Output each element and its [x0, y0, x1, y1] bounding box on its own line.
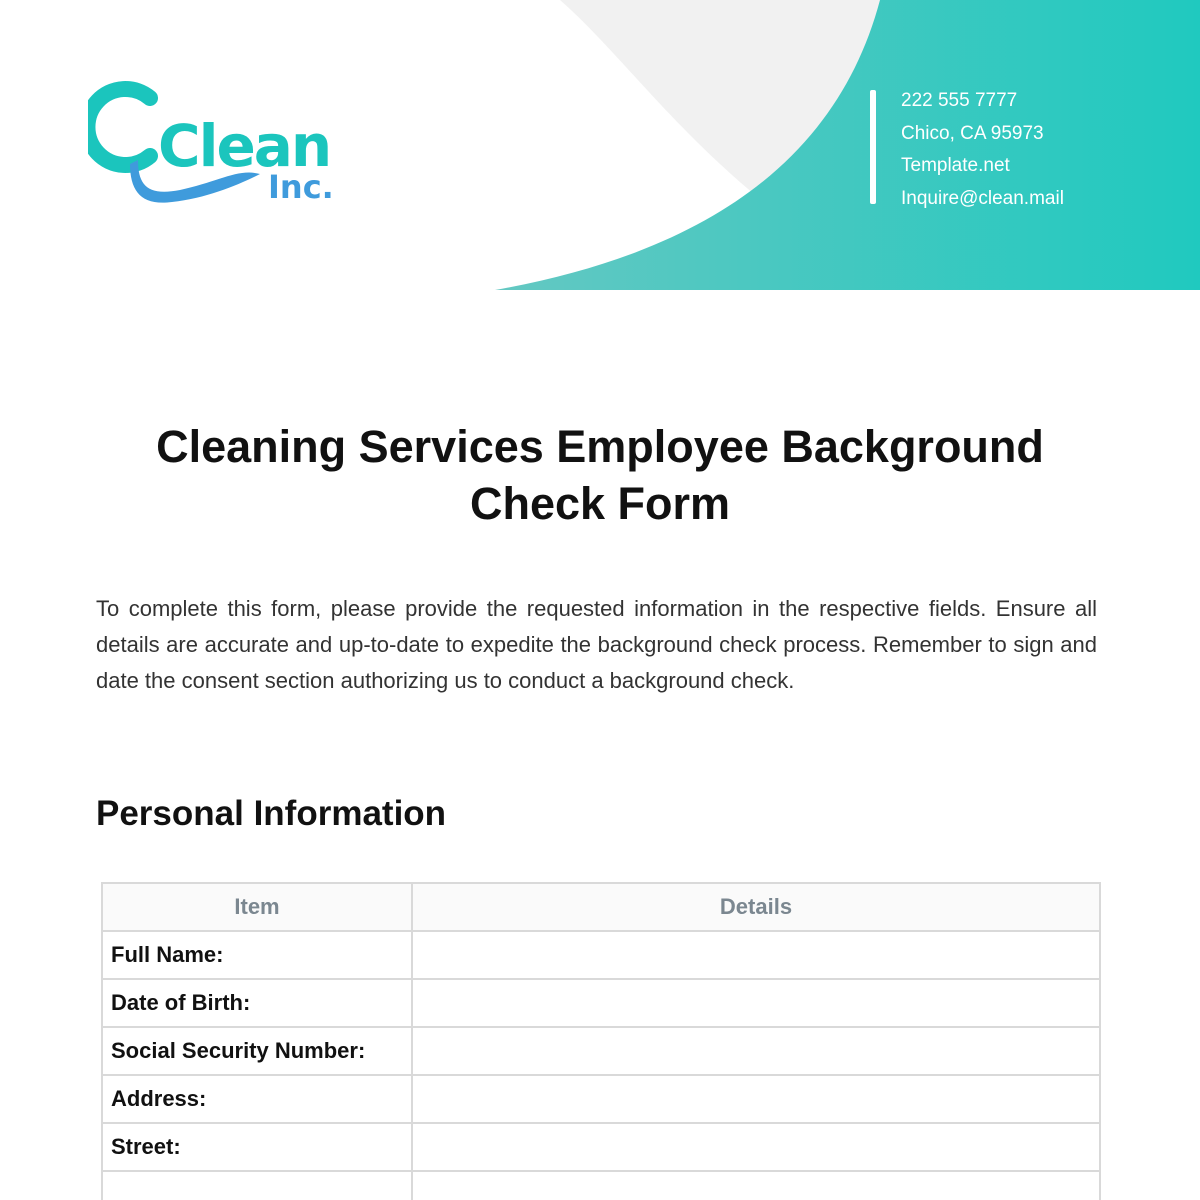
table-row — [102, 1075, 1100, 1123]
contact-phone: 222 555 7777 — [901, 90, 1018, 111]
table-row — [102, 931, 1100, 979]
row-label — [102, 1171, 412, 1200]
row-label: Street: — [102, 1123, 412, 1171]
row-details-field[interactable] — [412, 1123, 1100, 1171]
personal-information-table — [101, 882, 1101, 1200]
contact-email[interactable]: Inquire@clean.mail — [901, 187, 1064, 209]
table-row — [102, 1171, 1100, 1200]
contact-location: Chico, CA 95973 — [901, 122, 1044, 144]
row-label: Social Security Number: — [102, 1027, 412, 1075]
title-line-2: Check Form — [469, 478, 731, 529]
row-details-field[interactable] — [412, 979, 1100, 1027]
row-details-field[interactable] — [412, 931, 1100, 979]
contact-website[interactable]: Template.net — [901, 155, 1010, 176]
contact-info — [901, 85, 1064, 215]
row-details-field[interactable] — [412, 1075, 1100, 1123]
table-row — [102, 1027, 1100, 1075]
column-header-details: Details — [412, 883, 1100, 931]
intro-paragraph: To complete this form, please provide the requested information in the respective fields. Ensure all details are accurate and up-to-date to expedite the background check process. Remember to sign and date the consent section authorizing us to conduct a background check. — [96, 596, 1097, 693]
column-header-item: Item — [102, 883, 412, 931]
title-line-1: Cleaning Services Employee Background — [156, 421, 1044, 472]
logo-text-main: Clean — [158, 112, 331, 180]
contact-divider — [870, 90, 876, 204]
row-details-field[interactable] — [412, 1027, 1100, 1075]
row-label: Date of Birth: — [102, 979, 412, 1027]
row-label: Full Name: — [102, 931, 412, 979]
clean-inc-logo — [88, 78, 348, 208]
row-details-field[interactable] — [412, 1171, 1100, 1200]
table-row — [102, 1123, 1100, 1171]
table-row — [102, 979, 1100, 1027]
logo-text-sub: Inc. — [268, 168, 334, 206]
row-label: Address: — [102, 1075, 412, 1123]
document-title — [60, 418, 1140, 532]
section-heading-personal-information: Personal Information — [96, 794, 447, 833]
table-header-row — [102, 883, 1100, 931]
